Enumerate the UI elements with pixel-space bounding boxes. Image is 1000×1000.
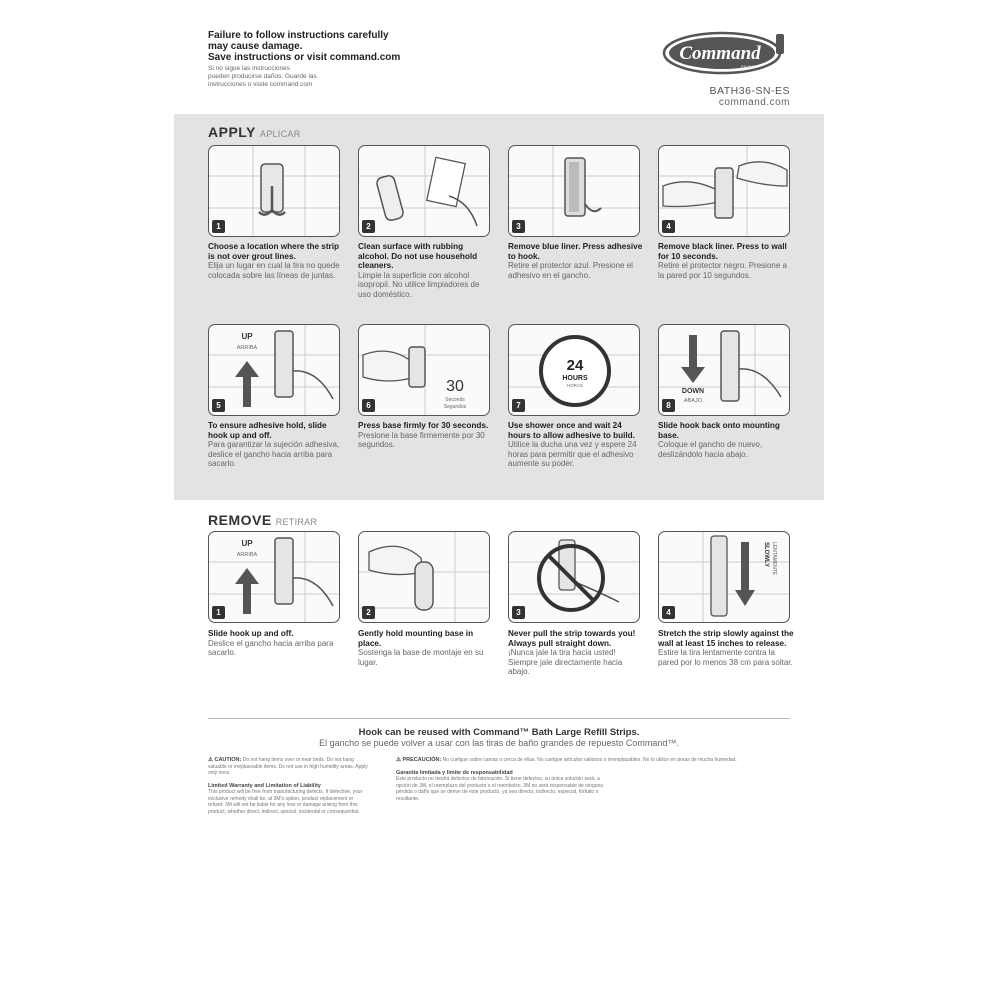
warning-es-line-1: Si no sigue las instrucciones: [208, 65, 291, 72]
apply-step-1-number: 1: [212, 220, 225, 233]
remove-step-3-illustration: [508, 531, 640, 623]
apply-step-5-text: To ensure adhesive hold, slide hook up and off.: [208, 421, 327, 440]
apply-step-4-illustration: [658, 145, 790, 237]
sku-code: BATH36-SN-ES: [709, 85, 790, 97]
caution-text: Do not hang items over or near beds. Do not hang valuable or irreplaceable items. Do not use in high humidity areas. Apply only once.: [208, 757, 368, 776]
remove-step-1-illustration: [208, 531, 340, 623]
apply-step-8-text: Slide hook back onto mounting base.: [658, 421, 780, 440]
logo-hook-icon: [776, 34, 784, 54]
warning-line-2: may cause damage.: [208, 41, 303, 52]
remove-step-2-number: 2: [362, 606, 375, 619]
caution-icon: ⚠: [208, 757, 215, 763]
apply-step-7-text: Use shower once and wait 24 hours to allow adhesive to build.: [508, 421, 635, 440]
apply-step-4-text: Remove black liner. Press to wall for 10 seconds.: [658, 242, 787, 261]
apply-step-1-text: Choose a location where the strip is not over grout lines.: [208, 242, 340, 261]
precaution-block: [396, 757, 741, 802]
footer-divider: [208, 718, 790, 719]
apply-step-3-text: Remove blue liner. Press adhesive to hook.: [508, 242, 643, 261]
warning-es-line-2: pueden producirse daños. Guarde las: [208, 73, 317, 80]
slowly-arrow-icon: [735, 542, 755, 606]
apply-step-1-illustration: [208, 145, 340, 237]
apply-step-4-number: 4: [662, 220, 675, 233]
apply-step-3-number: 3: [512, 220, 525, 233]
remove-up-label: UP: [241, 539, 253, 548]
warning-es: [208, 65, 508, 89]
logo-text: Command: [679, 43, 761, 64]
remove-step-1-caption: [208, 629, 344, 658]
apply-step-8-text-es: Coloque el gancho de nuevo, deslizándolo hacia abajo.: [658, 440, 763, 459]
logo-brand: BRAND: [740, 64, 756, 69]
slowly-label: SLOWLY: [763, 542, 769, 568]
apply-step-5-illustration: [208, 324, 340, 416]
apply-step-3-caption: [508, 242, 644, 280]
apply-title-en: APPLY: [208, 124, 256, 140]
remove-step-2-text-es: Sostenga la base de montaje en su lugar.: [358, 648, 484, 667]
remove-up-label-es: ARRIBA: [236, 552, 258, 558]
remove-step-1-text-es: Deslice el gancho hacia arriba para sacarlo.: [208, 638, 334, 657]
warranty-text: This product will be free from manufacturing defects. If defective, your exclusive remedy shall be, at 3M's option, product replacement or refund. 3M will not be liable for any loss or damage arising from this product, whether direct, indirect, special, incidental or consequential.: [208, 789, 363, 815]
remove-step-3-text-es: ¡Nunca jale la tira hacia usted! Siempre jale directamente hacia abajo.: [508, 648, 623, 676]
garantia-text: Este producto no tendrá defectos de fabricación. Si tiene defectos, su única solución será, a opción de 3M, el reemplazo del producto o el reembolso. 3M no será responsable de ninguna pérdida o daño que se derive de este producto, ya sea directo, indirecto, especial, fortuito o resultante.: [396, 776, 604, 802]
seconds-number: 30: [446, 378, 464, 395]
apply-step-6-illustration: [358, 324, 490, 416]
precaution-title: PRECAUCIÓN:: [402, 757, 442, 763]
reuse-text-es: El gancho se puede volver a usar con las tiras de baño grandes de repuesto Command™.: [319, 738, 679, 748]
reuse-note: [208, 727, 790, 748]
apply-step-5-number: 5: [212, 399, 225, 412]
apply-step-6-number: 6: [362, 399, 375, 412]
seconds-label: Seconds: [445, 397, 465, 403]
precaution-icon: ⚠: [396, 757, 403, 763]
remove-step-1-number: 1: [212, 606, 225, 619]
seconds-label-es: Segundos: [443, 404, 467, 410]
apply-step-5-text-es: Para garantizar la sujeción adhesiva, deslice el gancho hacia arriba para sacarlo.: [208, 440, 340, 468]
remove-title-en: REMOVE: [208, 512, 272, 528]
remove-step-3-number: 3: [512, 606, 525, 619]
apply-step-7-illustration: [508, 324, 640, 416]
apply-step-2-illustration: [358, 145, 490, 237]
apply-step-4-caption: [658, 242, 794, 280]
hours-label: HOURS: [562, 375, 588, 382]
apply-step-7-number: 7: [512, 399, 525, 412]
apply-step-2-text: Clean surface with rubbing alcohol. Do not use household cleaners.: [358, 242, 478, 270]
remove-step-1-text: Slide hook up and off.: [208, 629, 294, 638]
down-arrow-icon: [681, 335, 705, 383]
caution-block: [208, 757, 368, 815]
apply-step-6-text: Press base firmly for 30 seconds.: [358, 421, 489, 430]
hours-label-es: HORAS: [566, 383, 584, 388]
apply-title-es: APLICAR: [259, 129, 301, 139]
warranty-title: Limited Warranty and Limitation of Liability: [208, 782, 321, 789]
apply-step-2-text-es: Limpie la superficie con alcohol isopropil. No utilice limpiadores de uso doméstico.: [358, 270, 480, 299]
remove-up-arrow-icon: [235, 568, 259, 614]
hours-number: 24: [566, 357, 584, 374]
remove-step-2-caption: [358, 629, 494, 667]
up-label: UP: [241, 332, 253, 341]
apply-step-2-caption: [358, 242, 494, 299]
apply-step-4-text-es: Retire el protector negro. Presione a la pared por 10 segundos.: [658, 261, 787, 280]
apply-step-6-text-es: Presione la base firmemente por 30 segundos.: [358, 430, 485, 449]
warning-es-line-3: instrucciones o visite command.com: [208, 81, 313, 88]
apply-step-6-caption: [358, 421, 494, 450]
apply-title: [208, 124, 301, 140]
sku-block: [660, 86, 790, 108]
precaution-text: No cuelgue sobre camas o cerca de ellas. No cuelgue artículos valiosos o irremplazables. No lo utilice en áreas de mucha humedad.: [442, 757, 737, 763]
remove-step-3-text: Never pull the strip towards you! Always pull straight down.: [508, 629, 636, 648]
warning-line-3: Save instructions or visit command.com: [208, 52, 401, 63]
apply-step-2-number: 2: [362, 220, 375, 233]
command-logo: [662, 28, 790, 78]
apply-step-8-number: 8: [662, 399, 675, 412]
remove-title-es: RETIRAR: [275, 517, 318, 527]
warning-line-1: Failure to follow instructions carefully: [208, 30, 389, 41]
remove-step-4-illustration: [658, 531, 790, 623]
up-arrow-icon: [235, 361, 259, 407]
warning-block: [208, 30, 508, 89]
remove-title: [208, 512, 317, 528]
apply-step-3-illustration: [508, 145, 640, 237]
remove-step-4-text-es: Estire la tira lentamente contra la pared por lo menos 38 cm para soltar.: [658, 648, 793, 667]
remove-step-4-number: 4: [662, 606, 675, 619]
reuse-text: Hook can be reused with Command™ Bath Large Refill Strips.: [358, 727, 640, 738]
apply-step-7-text-es: Utilice la ducha una vez y espere 24 horas para permitir que el adhesivo aumente su poder.: [508, 440, 637, 468]
slowly-label-es: LENTAMENTE: [771, 542, 777, 576]
remove-step-4-text: Stretch the strip slowly against the wall at least 15 inches to release.: [658, 629, 794, 648]
apply-step-1-text-es: Elija un lugar en cual la tira no quede colocada sobre las líneas de juntas.: [208, 261, 340, 280]
remove-step-3-caption: [508, 629, 644, 677]
remove-step-2-illustration: [358, 531, 490, 623]
apply-step-1-caption: [208, 242, 344, 280]
caution-title: CAUTION:: [214, 757, 242, 763]
apply-step-8-caption: [658, 421, 794, 459]
apply-step-8-illustration: [658, 324, 790, 416]
apply-step-3-text-es: Retire el protector azul. Presione el adhesivo en el gancho.: [508, 261, 633, 280]
up-label-es: ARRIBA: [236, 345, 258, 351]
down-label: DOWN: [681, 388, 705, 395]
down-label-es: ABAJO: [683, 398, 703, 404]
garantia-title: Garantía limitada y límite de responsabilidad: [396, 769, 513, 776]
apply-step-5-caption: [208, 421, 344, 469]
remove-step-2-text: Gently hold mounting base in place.: [358, 629, 474, 648]
sku-url: command.com: [718, 97, 790, 108]
apply-step-7-caption: [508, 421, 644, 469]
remove-step-4-caption: [658, 629, 794, 667]
